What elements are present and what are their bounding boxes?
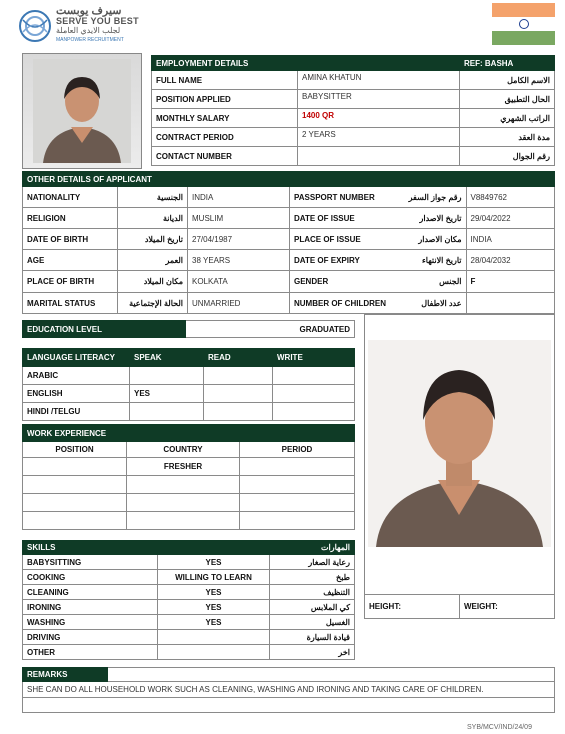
skill-ironing-ar: كي الملابس [270, 600, 355, 615]
skill-driving-ar: قيادة السيارة [270, 630, 355, 645]
write-header: WRITE [273, 349, 355, 367]
age-ar: العمر [118, 250, 188, 271]
logo-arabic: سيرف يوبست [56, 5, 122, 17]
logo-sub: MANPOWER RECRUITMENT [56, 37, 124, 43]
work-header: WORK EXPERIENCE [23, 425, 355, 442]
dob-ar: تاريخ الميلاد [118, 229, 188, 250]
passport-ar: رقم جواز السفر [390, 187, 466, 208]
salary-value: 1400 QR [298, 109, 460, 128]
full-name-ar: الاسم الكامل [460, 71, 555, 90]
education-value: GRADUATED [186, 321, 355, 338]
expiry-value: 28/04/2032 [466, 250, 555, 271]
skill-cleaning: CLEANING [23, 585, 158, 600]
read-header: READ [204, 349, 273, 367]
passport-value: V8849762 [466, 187, 555, 208]
expiry-ar: تاريخ الانتهاء [390, 250, 466, 271]
logo-english: SERVE YOU BEST [56, 16, 139, 26]
skill-ironing: IRONING [23, 600, 158, 615]
gender-value: F [466, 271, 555, 293]
issue-place-ar: مكان الاصدار [390, 229, 466, 250]
work-cell [240, 494, 355, 512]
skill-cleaning-value: YES [158, 585, 270, 600]
applicant-photo-small [22, 53, 142, 169]
dob-value: 27/04/1987 [188, 229, 290, 250]
lang-arabic-speak [130, 367, 204, 385]
issue-place-label: PLACE OF ISSUE [290, 229, 391, 250]
lang-english-write [273, 385, 355, 403]
ref-label: REF: BASHA [460, 56, 555, 71]
employment-header: EMPLOYMENT DETAILS [152, 56, 460, 71]
nationality-label: NATIONALITY [23, 187, 118, 208]
skill-washing-ar: الغسيل [270, 615, 355, 630]
salary-label: MONTHLY SALARY [152, 109, 298, 128]
contact-value [298, 147, 460, 166]
position-ar: الحال التطبيق [460, 90, 555, 109]
issue-date-ar: تاريخ الاصدار [390, 208, 466, 229]
skill-cooking: COOKING [23, 570, 158, 585]
passport-label: PASSPORT NUMBER [290, 187, 391, 208]
other-details-header: OTHER DETAILS OF APPLICANT [23, 172, 555, 187]
work-cell [240, 512, 355, 530]
logo-emblem-icon [18, 6, 52, 46]
lang-hindi: HINDI /TELGU [23, 403, 130, 421]
lang-arabic: ARABIC [23, 367, 130, 385]
work-cell [127, 512, 240, 530]
nationality-value: INDIA [188, 187, 290, 208]
lang-hindi-read [204, 403, 273, 421]
birthplace-label: PLACE OF BIRTH [23, 271, 118, 293]
other-details-section [22, 171, 555, 313]
work-cell [23, 494, 127, 512]
applicant-photo-large [368, 340, 551, 547]
work-col-period: PERIOD [240, 442, 355, 458]
contract-value: 2 YEARS [298, 128, 460, 147]
birthplace-ar: مكان الميلاد [118, 271, 188, 293]
work-row-period [240, 458, 355, 476]
position-label: POSITION APPLIED [152, 90, 298, 109]
lang-english-read [204, 385, 273, 403]
children-ar: عدد الاطفال [390, 293, 466, 314]
weight-label: WEIGHT: [460, 595, 555, 619]
dob-label: DATE OF BIRTH [23, 229, 118, 250]
work-col-position: POSITION [23, 442, 127, 458]
height-label: HEIGHT: [365, 595, 460, 619]
religion-value: MUSLIM [188, 208, 290, 229]
marital-label: MARITAL STATUS [23, 293, 118, 314]
marital-ar: الحالة الإجتماعية [118, 293, 188, 314]
lang-english: ENGLISH [23, 385, 130, 403]
age-label: AGE [23, 250, 118, 271]
work-cell [127, 476, 240, 494]
skill-washing-value: YES [158, 615, 270, 630]
skill-other-ar: اخر [270, 645, 355, 660]
full-name-label: FULL NAME [152, 71, 298, 90]
issue-date-value: 29/04/2022 [466, 208, 555, 229]
gender-ar: الجنس [390, 271, 466, 293]
skill-washing: WASHING [23, 615, 158, 630]
contact-label: CONTACT NUMBER [152, 147, 298, 166]
work-cell [23, 476, 127, 494]
language-header: LANGUAGE LITERACY [23, 349, 130, 367]
lang-english-speak: YES [130, 385, 204, 403]
lang-arabic-read [204, 367, 273, 385]
work-row-position [23, 458, 127, 476]
expiry-label: DATE OF EXPIRY [290, 250, 391, 271]
religion-ar: الديانة [118, 208, 188, 229]
remarks-text: SHE CAN DO ALL HOUSEHOLD WORK SUCH AS CLEANING, WASHING AND IRONING AND TAKING CARE OF CHILDREN. [23, 682, 555, 698]
marital-value: UNMARRIED [188, 293, 290, 314]
nationality-ar: الجنسية [118, 187, 188, 208]
contact-ar: رقم الجوال [460, 147, 555, 166]
contract-ar: مدة العقد [460, 128, 555, 147]
children-value [466, 293, 555, 314]
remarks-header-fill [108, 668, 555, 682]
age-value: 38 YEARS [188, 250, 290, 271]
skill-babysitting-value: YES [158, 555, 270, 570]
work-cell [127, 494, 240, 512]
skill-cooking-ar: طبخ [270, 570, 355, 585]
lang-arabic-write [273, 367, 355, 385]
skill-driving: DRIVING [23, 630, 158, 645]
language-section [22, 348, 355, 420]
company-logo [18, 4, 153, 48]
children-label: NUMBER OF CHILDREN [290, 293, 391, 314]
skill-cooking-value: WILLING TO LEARN [158, 570, 270, 585]
skill-other: OTHER [23, 645, 158, 660]
education-section [22, 320, 355, 338]
remarks-section [22, 667, 555, 712]
work-col-country: COUNTRY [127, 442, 240, 458]
remarks-blank [23, 698, 555, 713]
salary-ar: الراتب الشهري [460, 109, 555, 128]
skill-other-value [158, 645, 270, 660]
issue-date-label: DATE OF ISSUE [290, 208, 391, 229]
logo-arabic-sub: لجلب الايدي العاملة [56, 26, 121, 35]
work-cell [23, 512, 127, 530]
skills-header-ar: المهارات [270, 541, 355, 555]
india-flag-icon [492, 3, 555, 45]
religion-label: RELIGION [23, 208, 118, 229]
work-row-country: FRESHER [127, 458, 240, 476]
birthplace-value: KOLKATA [188, 271, 290, 293]
employment-details-section [151, 55, 555, 165]
skill-driving-value [158, 630, 270, 645]
measures-section [364, 594, 555, 619]
contract-label: CONTRACT PERIOD [152, 128, 298, 147]
remarks-header: REMARKS [23, 668, 108, 682]
full-name-value: AMINA KHATUN [298, 71, 460, 90]
footer-code: SYB/MCV/IND/24/09 [467, 724, 532, 731]
position-value: BABYSITTER [298, 90, 460, 109]
skill-cleaning-ar: التنظيف [270, 585, 355, 600]
gender-label: GENDER [290, 271, 391, 293]
skills-section [22, 540, 355, 659]
skill-ironing-value: YES [158, 600, 270, 615]
work-cell [240, 476, 355, 494]
skill-babysitting: BABYSITTING [23, 555, 158, 570]
lang-hindi-speak [130, 403, 204, 421]
lang-hindi-write [273, 403, 355, 421]
education-label: EDUCATION LEVEL [23, 321, 186, 338]
skills-header: SKILLS [23, 541, 270, 555]
person-portrait-icon [33, 59, 131, 163]
person-portrait-icon [368, 340, 551, 547]
applicant-photo-large-frame [364, 314, 555, 619]
skill-babysitting-ar: رعاية الصغار [270, 555, 355, 570]
speak-header: SPEAK [130, 349, 204, 367]
issue-place-value: INDIA [466, 229, 555, 250]
work-experience-section [22, 424, 355, 530]
